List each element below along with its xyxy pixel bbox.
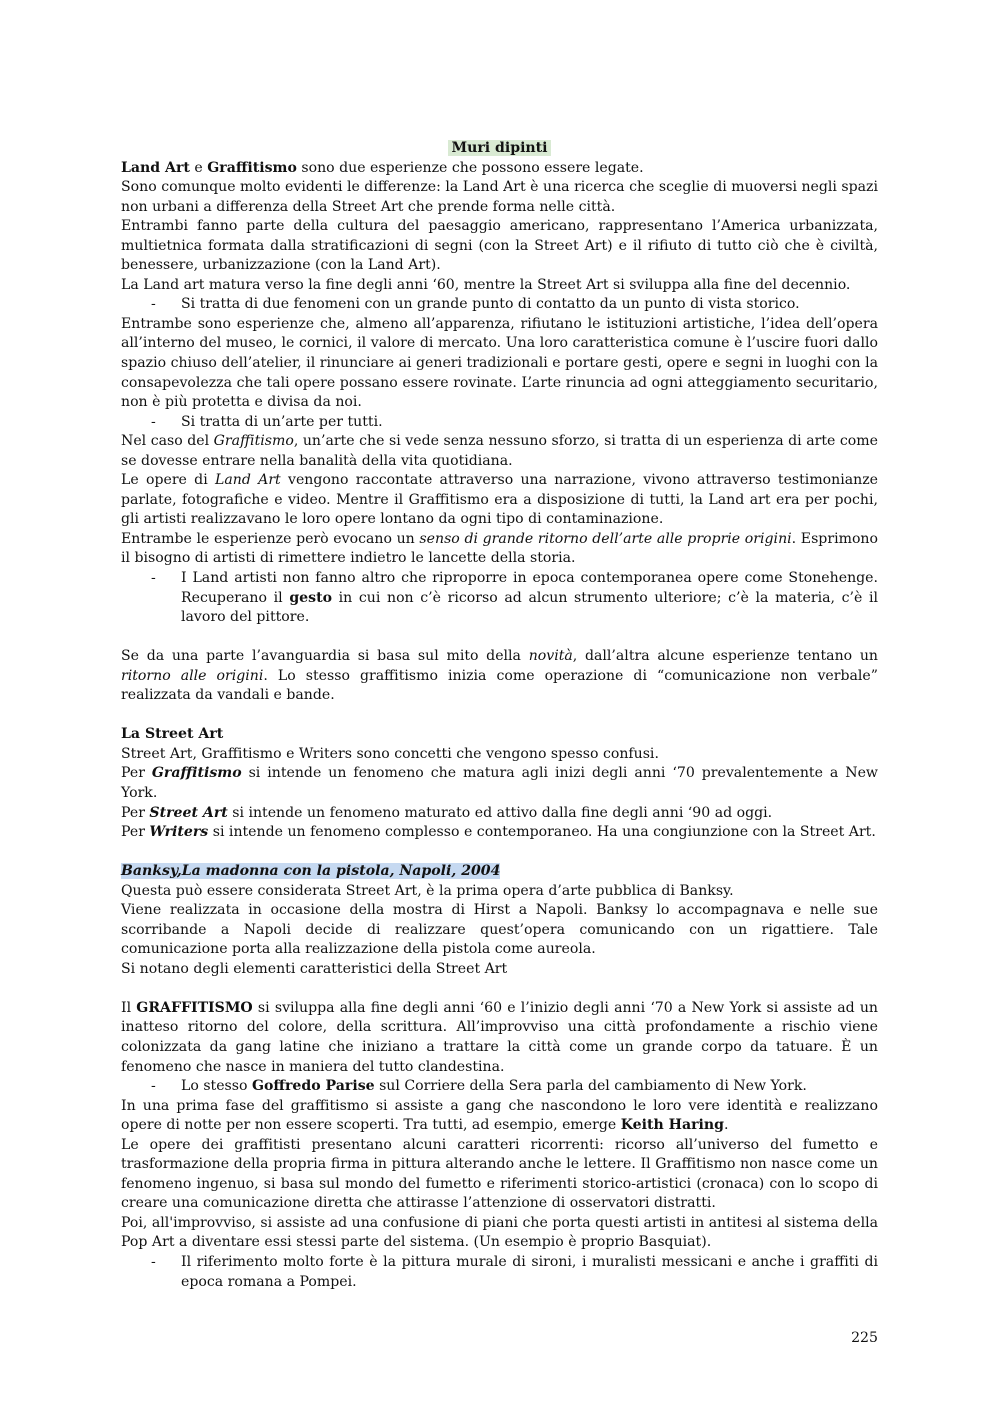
text: si intende un fenomeno complesso e contemporaneo. Ha una congiunzione con la Street Art. [208, 824, 876, 841]
paragraph: Sono comunque molto evidenti le differenze: la Land Art è una ricerca che sceglie di muoversi negli spazi non urbani a differenza della Street Art che prende forma nelle città. [121, 179, 878, 215]
highlighted-heading: Banksy,La madonna con la pistola, Napoli, 2004 [121, 863, 501, 880]
bold-term: Goffredo Parise [252, 1078, 375, 1095]
paragraph [121, 471, 878, 530]
paragraph: Entrambe sono esperienze che, almeno all’apparenza, rifiutano le istituzioni artistiche, l’idea dell’opera all’interno del museo, le cornici, il valore di mercato. Una loro caratteristica comune è l’uscire fuori dallo spazio chiuso dell’atelier, il rinunciare ai generi tradizionali e portare gesti, opere e segni in luoghi con la consapevolezza che tali opere possano essere rovinate. L’arte rinuncia ad ogni atteggiamento securitario, non è più protetta e divisa da noi. [121, 315, 878, 411]
bullet-text: sul Corriere della Sera parla del cambiamento di New York. [374, 1078, 807, 1095]
italic-term: senso di grande ritorno dell’arte alle proprie origini [419, 530, 792, 547]
bullet-dash: - [151, 570, 156, 587]
bullet-text: Il riferimento molto forte è la pittura murale di sironi, i muralisti messicani e anche i graffiti di epoca romana a Pompei. [181, 1253, 878, 1290]
text: . Lo stesso graffitismo inizia come operazione di “comunicazione non verbale” realizzata da vandali e bande. [121, 667, 878, 704]
paragraph: Entrambi fanno parte della cultura del paesaggio americano, rappresentano l’America urbanizzata, multietnica formata dalla stratificazioni di segni (con la Street Art) e il rifiuto di tutto ciò che è civiltà, benessere, urbanizzazione (con la Land Art). [121, 218, 878, 274]
spacer [121, 706, 878, 726]
italic-term: Land Art [215, 472, 281, 489]
text: vengono raccontate attraverso una narrazione, vivono attraverso testimonianze parlate, fotografiche e video. Mentre il Graffitismo era a disposizione di tutti, la Land art era per pochi, gli artisti realizzavano le loro opere lontano da ogni tipo di contaminazione. [121, 472, 878, 528]
paragraph [121, 432, 878, 471]
paragraph [121, 999, 878, 1077]
italic-term: Graffitismo [213, 433, 294, 450]
section-heading [121, 862, 878, 882]
bold-term: gesto [289, 589, 332, 606]
paragraph: Viene realizzata in occasione della mostra di Hirst a Napoli. Banksy lo accompagnava e nelle sue scorribande a Napoli decide di realizzare quest’opera comunicando con un rigattiere. Tale comunicazione porta alla realizzazione della pistola come aureola. [121, 902, 878, 958]
bullet-item [121, 413, 878, 433]
paragraph [121, 530, 878, 569]
page-number: 225 [851, 1330, 878, 1346]
bullet-item [121, 1253, 878, 1292]
bullet-dash: - [151, 1253, 156, 1270]
bold-term: GRAFFITISMO [136, 999, 253, 1016]
heading-text: La Street Art [121, 726, 224, 743]
bullet-item [121, 569, 878, 628]
paragraph: Questa può essere considerata Street Art, è la prima opera d’arte pubblica di Banksy. [121, 882, 734, 899]
text: si sviluppa alla fine degli anni ‘60 e l’inizio degli anni ‘70 a New York si assiste ad un inatteso ritorno del colore, della scrittura. All’improvviso una città profondamente a rischio viene colonizzata da gang latine che iniziano a trattare la città come un grande corpo da tatuare. È un fenomeno che nasce in maniera del tutto clandestina. [121, 999, 878, 1075]
spacer [121, 979, 878, 999]
paragraph [121, 764, 878, 803]
bullet-text: Lo stesso [181, 1078, 252, 1095]
text: e [189, 159, 208, 176]
italic-term: ritorno alle origini [121, 667, 264, 684]
text: Se da una parte l’avanguardia si basa sul mito della [121, 648, 529, 665]
text: Entrambe le esperienze però evocano un [121, 530, 420, 547]
bullet-text: Si tratta di un’arte per tutti. [181, 413, 383, 430]
bold-italic-term: Writers [149, 824, 209, 841]
text: . Esprimono il bisogno di artisti di rimettere indietro le lancette della storia. [121, 530, 878, 567]
paragraph [121, 647, 878, 706]
text: Per [121, 804, 150, 821]
bold-italic-term: Graffitismo [151, 765, 242, 782]
text: , dall’altra alcune esperienze tentano un [572, 648, 878, 665]
paragraph: La Land art matura verso la fine degli anni ‘60, mentre la Street Art si sviluppa alla fine del decennio. [121, 276, 851, 293]
text: , un’arte che si vede senza nessuno sforzo, si tratta di un esperienza di arte come se dovesse entrare nella banalità della vita quotidiana. [121, 433, 878, 469]
section-heading [121, 725, 878, 745]
text: Per [121, 765, 152, 782]
paragraph: Poi, all'improvviso, si assiste ad una confusione di piani che porta questi artisti in antitesi al sistema della Pop Art a diventare essi stessi parte del sistema. (Un esempio è proprio Basquiat). [121, 1214, 878, 1251]
text: Il [121, 999, 137, 1016]
spacer [121, 628, 878, 648]
italic-term: novità [528, 648, 573, 665]
paragraph: Le opere dei graffitisti presentano alcuni caratteri ricorrenti: ricorso all’universo del fumetto e trasformazione della propria firma in pittura alterando anche le lettere. Il Graffitismo non nasce come un fenomeno ingenuo, si basa sul mondo del fumetto e riferimenti storico-artistici (cronaca) con lo scopo di creare una comunicazione diretta che attirasse l’attenzione di osservatori distratti. [121, 1136, 878, 1212]
text: . [723, 1117, 729, 1134]
text: si intende un fenomeno maturato ed attivo dalla fine degli anni ‘90 ad oggi. [227, 804, 773, 821]
text: Le opere di [121, 472, 215, 489]
text: Per [121, 824, 150, 841]
text: In una prima fase del graffitismo si assiste a gang che nascondono le loro vere identità e realizzano opere di notte per non essere scoperti. Tra tutti, ad esempio, emerge [121, 1097, 878, 1134]
paragraph [121, 159, 878, 179]
spacer [121, 843, 878, 863]
paragraph: Street Art, Graffitismo e Writers sono concetti che vengono spesso confusi. [121, 745, 659, 762]
page-content [121, 139, 878, 1292]
text: sono due esperienze che possono essere legate. [296, 159, 644, 176]
text: si intende un fenomeno che matura agli inizi degli anni ‘70 prevalentemente a New York. [121, 765, 878, 801]
bullet-dash: - [151, 1078, 156, 1095]
bullet-text: in cui non c’è ricorso ad alcun strumento ulteriore; c’è la materia, c’è il lavoro del pittore. [181, 589, 878, 626]
bold-term: Land Art [121, 159, 190, 176]
bullet-dash: - [151, 296, 156, 313]
bold-italic-term: Street Art [149, 804, 228, 821]
page-title [121, 139, 878, 159]
bullet-text: Si tratta di due fenomeni con un grande punto di contatto da un punto di vista storico. [181, 296, 800, 313]
paragraph [121, 1097, 878, 1136]
paragraph [121, 823, 878, 843]
bold-term: Keith Haring [620, 1117, 724, 1134]
text: Nel caso del [121, 433, 214, 450]
paragraph: Si notano degli elementi caratteristici della Street Art [121, 960, 508, 977]
paragraph [121, 804, 878, 824]
page-title-text: Muri dipinti [448, 140, 550, 156]
bold-term: Graffitismo [207, 159, 297, 176]
bullet-item [121, 295, 878, 315]
bullet-item [121, 1077, 878, 1097]
bullet-text: I Land artisti non fanno altro che riproporre in epoca contemporanea opere come Stonehenge. Recuperano il [181, 570, 878, 606]
bullet-dash: - [151, 413, 156, 430]
